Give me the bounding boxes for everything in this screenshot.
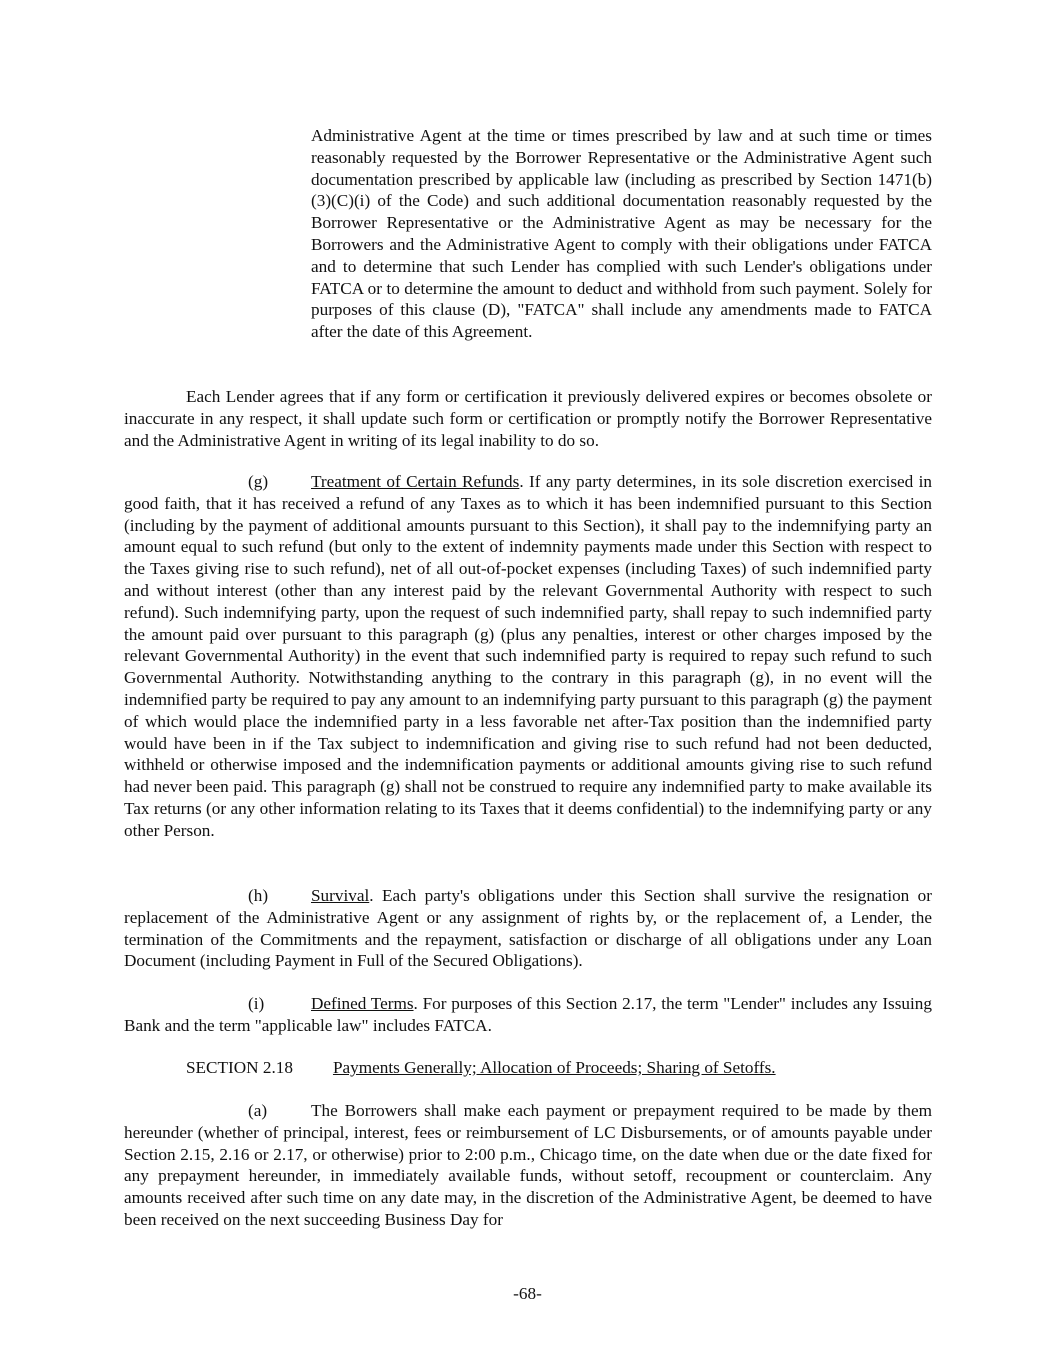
section-heading (186, 1057, 776, 1079)
paragraph-i (124, 993, 932, 1037)
paragraph-i-heading: Defined Terms (311, 994, 414, 1013)
paragraph-a-text: The Borrowers shall make each payment or prepayment required to be made by them hereunder (whether of principal, interest, fees or reimbursement of LC Disbursements, or of amounts payable under Section 2.15, 2.16 or 2.17, or otherwise) prior to 2:00 p.m., Chicago time, on the date when due or the date fixed for any prepayment hereunder, in immediately available funds, without setoff, recoupment or counterclaim. Any amounts received after such time on any date may, in the discretion of the Administrative Agent, be deemed to have been received on the next succeeding Business Day for (124, 1101, 932, 1229)
paragraph-i-label: (i) (248, 994, 265, 1013)
section-number: SECTION 2.18 (186, 1058, 293, 1077)
paragraph-h (124, 885, 932, 972)
section-title: Payments Generally; Allocation of Proceeds; Sharing of Setoffs. (332, 1058, 776, 1077)
paragraph-h-label: (h) (248, 886, 269, 905)
paragraph-g-text: . If any party determines, in its sole discretion exercised in good faith, that it has received a refund of any Taxes as to which it has been indemnified pursuant to this Section (including by the payment of additional amounts pursuant to this Section), it shall pay to the indemnifying party an amount equal to such refund (but only to the extent of indemnity payments made under this Section with respect to the Taxes giving rise to such refund), net of all out-of-pocket expenses (including Taxes) of such indemnified party and without interest (other than any interest paid by the relevant Governmental Authority with respect to such refund). Such indemnifying party, upon the request of such indemnified party, shall repay to such indemnified party the amount paid over pursuant to this paragraph (g) (plus any penalties, interest or other charges imposed by the relevant Governmental Authority) in the event that such indemnified party is required to repay such refund to such Governmental Authority. Notwithstanding anything to the contrary in this paragraph (g), in no event will the indemnified party be required to pay any amount to an indemnifying party pursuant to this paragraph (g) the payment of which would place the indemnified party in a less favorable net after-Tax position than the indemnified party would have been in if the Tax subject to indemnification and giving rise to such refund had not been deducted, withheld or otherwise imposed and the indemnification payments or additional amounts giving rise to such refund had never been paid. This paragraph (g) shall not be construed to require any indemnified party to make available its Tax returns (or any other information relating to its Taxes that it deems confidential) to the indemnifying party or any other Person. (124, 472, 932, 840)
paragraph-a (124, 1100, 932, 1231)
paragraph-g-label: (g) (248, 472, 269, 491)
lender-form-update-paragraph: Each Lender agrees that if any form or certification it previously delivered expires or becomes obsolete or inaccurate in any respect, it shall update such form or certification or promptly notify the Borrower Representative and the Administrative Agent in writing of its legal inability to do so. (124, 387, 932, 450)
paragraph-g-heading: Treatment of Certain Refunds (311, 472, 520, 491)
paragraph-g (124, 471, 932, 842)
paragraph-a-label: (a) (248, 1101, 268, 1120)
paragraph-h-heading: Survival (311, 886, 370, 905)
page-number: -68- (513, 1284, 542, 1303)
paragraph-i-text: . For purposes of this Section 2.17, the term "Lender" includes any Issuing Bank and the term "applicable law" includes FATCA. (124, 994, 932, 1035)
paragraph-h-text: . Each party's obligations under this Section shall survive the resignation or replacement of the Administrative Agent or any assignment of rights by, or the replacement of, a Lender, the termination of the Commitments and the repayment, satisfaction or discharge of all obligations under any Loan Document (including Payment in Full of the Secured Obligations). (124, 886, 932, 971)
clause-d-continuation: Administrative Agent at the time or times prescribed by law and at such time or times reasonably requested by the Borrower Representative or the Administrative Agent such documentation prescribed by applicable law (including as prescribed by Section 1471(b)(3)(C)(i) of the Code) and such additional documentation reasonably requested by the Borrower Representative or the Administrative Agent as may be necessary for the Borrowers and the Administrative Agent to comply with their obligations under FATCA and to determine that such Lender has complied with such Lender's obligations under FATCA or to determine the amount to deduct and withhold from such payment. Solely for purposes of this clause (D), "FATCA" shall include any amendments made to FATCA after the date of this Agreement. (311, 126, 932, 342)
